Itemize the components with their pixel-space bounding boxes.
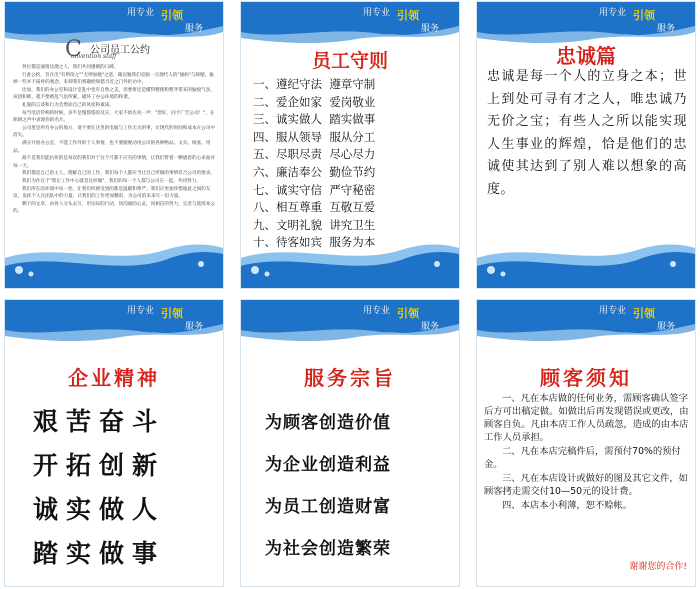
rule-part-b: 讲究卫生 [329,217,376,232]
slogan [599,5,691,35]
rule-part-b: 互敬互爱 [329,200,376,215]
rule-number: 四、 [253,129,276,144]
slogan-use: 用专业 [599,8,627,18]
poster-footer [477,240,695,288]
notice-item: 二、凡在本店完稿件后，需预付70%的预付金。 [484,446,681,470]
rule-number: 三、 [253,112,276,127]
paragraph: 公司里是所有办公的地方，请不要在这里的电脑与工作无关的事，让现代的时间和成本在公司中消失。 [13,125,215,139]
slogan-use: 用专业 [127,8,155,18]
slogan-yin: 引领 [633,307,655,320]
poster-footer [241,240,459,288]
slogan-fuwu: 服务 [421,24,440,34]
rule-part-a: 诚实守信 [276,182,322,197]
poster-header [241,2,459,48]
slogan [127,303,219,333]
slogan-yin: 引领 [397,9,419,22]
poster-employee-rules [241,2,459,288]
paragraph: 每当电话铃响的时候，多半是慢悠悠的反应，大家不妨先说一声："您好，同卡广告公司！"，在朗朗之声中表现你的名片。 [13,110,215,124]
rule-part-b: 尽心尽力 [329,147,376,162]
notice-item: 四、本店本小利薄，恕不赊帐。 [502,500,633,511]
slogan-fuwu: 服务 [185,24,204,34]
slogan-fuwu: 服务 [421,322,440,332]
purpose-line: 为企业创造利益 [265,455,391,475]
slogan-yin: 引领 [633,9,655,22]
slogan-yin: 引领 [161,307,183,320]
rule-number: 一、 [253,77,276,91]
paragraph: 我们为作在于"我让工作中心就是这样做"，我们的每一个人都与公司在一起，共同努力。 [22,178,201,184]
rule-part-a: 诚实做人 [276,112,322,127]
rule-part-b: 服从分工 [329,129,376,144]
footer-wave-graphic [5,240,223,288]
poster-customer-notice [477,300,695,586]
footer-wave-graphic [241,240,459,288]
rule-part-a: 遵纪守法 [276,77,322,91]
purpose-line: 为社会创造繁荣 [265,539,391,559]
rule-item [253,182,449,200]
rule-part-a: 相互尊重 [276,200,322,215]
paragraph: 满分开放办公室，不能工作外的个人事情，也不要随便动用公司的各种物品、文具、纸张、用品。 [13,140,211,154]
spirit-line: 踏实做事 [33,539,166,568]
rule-item [253,111,449,129]
poster-header [477,300,695,346]
rule-item [253,76,449,94]
rule-part-b: 服务为本 [329,235,376,250]
thanks-note: 谢谢您的合作! [629,562,687,572]
slogan [363,303,455,333]
purpose-line: 为顾客创造价值 [265,413,391,433]
paragraph: 各位都是通情达理之人，我们共同遵循的口碑。 [22,65,119,70]
rule-part-a: 爱企如家 [276,94,322,109]
slogan-use: 用专业 [127,306,155,316]
paragraph: 我们所在的环境中每一处，让我们所感受到的都是温暖和尊严。我们应更加珍惜彼此之间的友谊，发挥个人在团队中的力量，让我们的工作更加精彩，为公司的未来尽一份力量。 [13,186,211,200]
rule-item [253,94,449,112]
rule-item [253,164,449,182]
poster-staff-convention [5,2,223,288]
rule-item [253,199,449,217]
spirit-line: 诚实做人 [33,495,166,524]
purpose-line: 为员工创造财富 [265,497,391,517]
paragraph: 我们都是自己的主人，理解自己的工作，我们每个人都应当让自己所做的事情符合公司的要求。 [22,171,215,177]
rule-part-a: 文明礼貌 [276,217,322,232]
rule-number: 六、 [253,164,276,179]
rule-part-b: 勤俭节约 [329,164,376,179]
rule-part-a: 待客如宾 [276,235,322,250]
poster-loyalty [477,2,695,288]
rule-number: 十、 [253,235,276,250]
spirit-line: 开拓创新 [33,451,166,480]
notice-item: 三、凡在本店设计或做好的图及其它文件，如顾客拷走需交付10—50元的设计费。 [484,473,688,497]
paragraph: 比如，我们的办公室和设计室乱中也有自然之美，但要将还是懂得整理和整齐带来的愉悦气氛，该团和睦，就不要被乱气氛所累，破坏了办公环境的和谐。 [13,87,215,101]
slogan [127,5,219,35]
poster-title: 企业精神 [68,366,160,390]
poster-footer [5,240,223,288]
notice-item: 一、凡在本店做的任何业务，需顾客确认签字后方可出稿定做。如做出后再发现错误或更改，由顾客自负。凡由本店工作人员疏忽，造成的由本店工作人员承担。 [484,393,689,443]
poster-service-purpose [241,300,459,586]
poster-title: 忠诚篇 [556,44,616,68]
rule-part-b: 踏实做事 [329,112,376,127]
slogan-use: 用专业 [363,306,391,316]
rule-number: 五、 [253,147,276,162]
slogan-fuwu: 服务 [657,322,676,332]
spirit-line: 艰苦奋斗 [33,407,166,436]
paragraph: 行此公约，旨在出"有则改之""无则加勉"之意，藉以勉我们克服一点现代人的"通病"与缺憾，拔掉一些并不质朴的观念，来抑我们将趣绘和错习近之门外拒访中。 [13,72,214,86]
slogan [599,303,691,333]
poster-header [241,300,459,346]
slogan-use: 用专业 [363,8,391,18]
rule-number: 八、 [253,200,276,215]
rule-number: 九、 [253,217,276,232]
rules-list [253,76,449,252]
poster-header [5,300,223,346]
slogan [363,5,455,35]
notice-body [484,392,689,513]
paragraph: 最不是我们能抗拒的是每次的我们对于这个月都不应有的事情，让我们带着一颗感恩的心来面对每一天。 [13,156,215,169]
poster-title: 公司员工公约 [90,45,150,56]
convention-body [13,64,215,216]
slogan-use: 用专业 [599,306,627,316]
paragraph: 礼貌的言谈和行为会增添自己的风度和素质。 [22,102,114,108]
poster-title: 员工守则 [311,50,388,72]
loyalty-body: 忠诚是每一个人的立身之本；世上到处可寻有才之人，唯忠诚乃无价之宝；有些人之所以能实现人生事业的辉煌，恰是他们的忠诚使其达到了别人难以想象的高度。 [487,69,687,197]
rule-part-a: 廉洁奉公 [276,164,322,179]
rule-part-a: 服从领导 [276,129,322,144]
poster-title: 服务宗旨 [304,366,396,390]
slogan-fuwu: 服务 [185,322,204,332]
slogan-yin: 引领 [161,9,183,22]
c-letter: C [65,37,82,62]
poster-enterprise-spirit [5,300,223,586]
rule-part-b: 严守秘密 [329,182,376,197]
rule-number: 七、 [253,182,276,197]
paragraph: 剩下的文章，由各人分头去写，用实际的行动，同沟通的心灵，同相信的努力，完善与延续本公约。 [13,201,215,215]
poster-title: 顾客须知 [540,366,632,390]
rule-part-b: 爱岗敬业 [329,94,376,109]
slogan-yin: 引领 [397,307,419,320]
slogan-fuwu: 服务 [657,24,676,34]
rule-item [253,217,449,235]
rule-part-b: 遵章守制 [329,77,376,91]
rule-item [253,129,449,147]
rule-item [253,146,449,164]
rule-part-a: 尽职尽责 [276,147,322,162]
rule-number: 二、 [253,94,276,109]
footer-wave-graphic [477,240,695,288]
poster-subtitle: onvention staff [71,53,117,60]
